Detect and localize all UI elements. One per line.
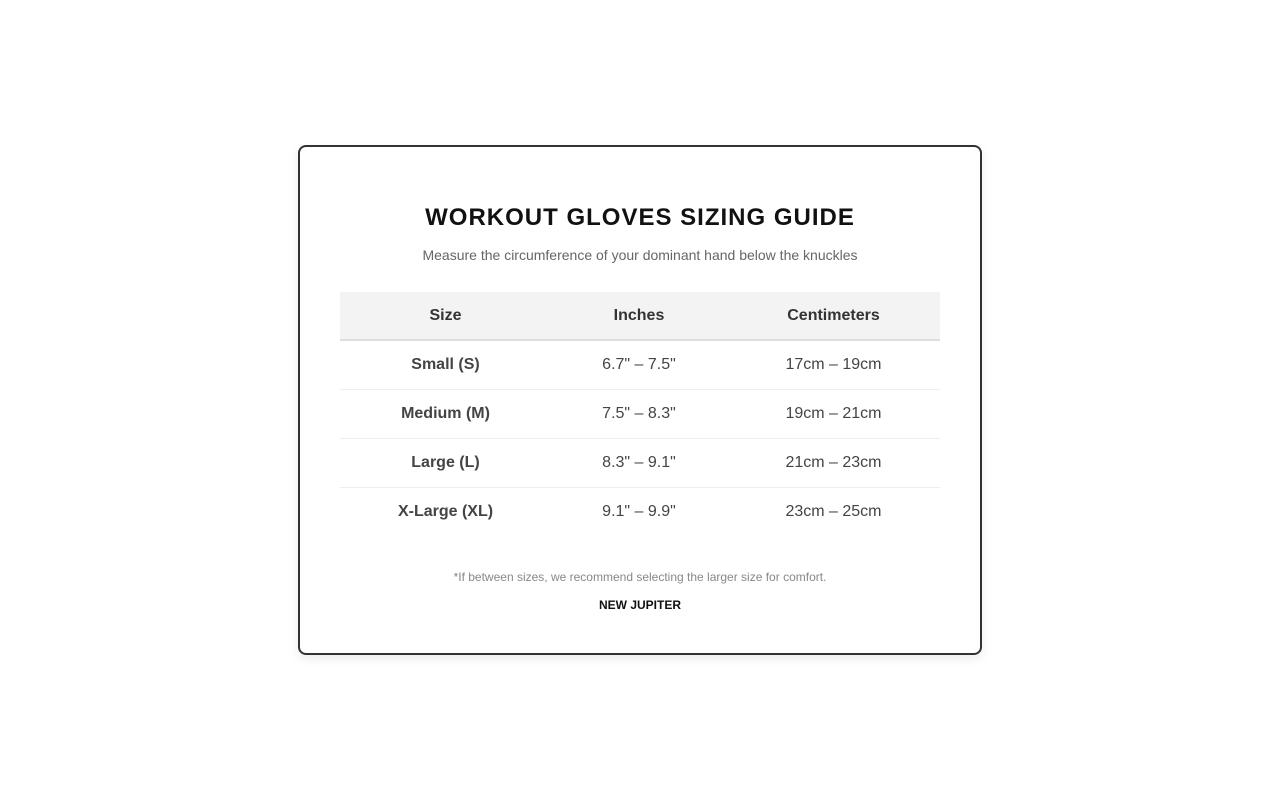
header-centimeters: Centimeters [727,292,940,340]
cm-cell: 19cm – 21cm [727,390,940,439]
size-cell: Large (L) [340,439,551,488]
table-header-row [340,292,940,340]
table-row [340,340,940,390]
page-title: WORKOUT GLOVES SIZING GUIDE [425,204,855,231]
size-cell: Medium (M) [340,390,551,439]
size-cell: Small (S) [340,340,551,390]
table-row [340,439,940,488]
brand-name: NEW JUPITER [598,598,681,612]
inches-cell: 6.7" – 7.5" [551,340,727,390]
cm-cell: 21cm – 23cm [727,439,940,488]
inches-cell: 8.3" – 9.1" [551,439,727,488]
subtitle: Measure the circumference of your dominant hand below the knuckles [422,247,858,263]
sizing-note: *If between sizes, we recommend selecting the larger size for comfort. [453,570,827,584]
cm-cell: 23cm – 25cm [785,503,882,520]
table-row [340,488,940,537]
sizing-guide-card [298,145,982,655]
cm-cell: 17cm – 19cm [727,340,940,390]
table-row [340,390,940,439]
header-inches: Inches [551,292,727,340]
size-table [340,292,940,536]
inches-cell: 7.5" – 8.3" [551,390,727,439]
size-cell: X-Large (XL) [397,503,494,520]
header-size: Size [340,292,551,340]
inches-cell: 9.1" – 9.9" [602,503,676,520]
